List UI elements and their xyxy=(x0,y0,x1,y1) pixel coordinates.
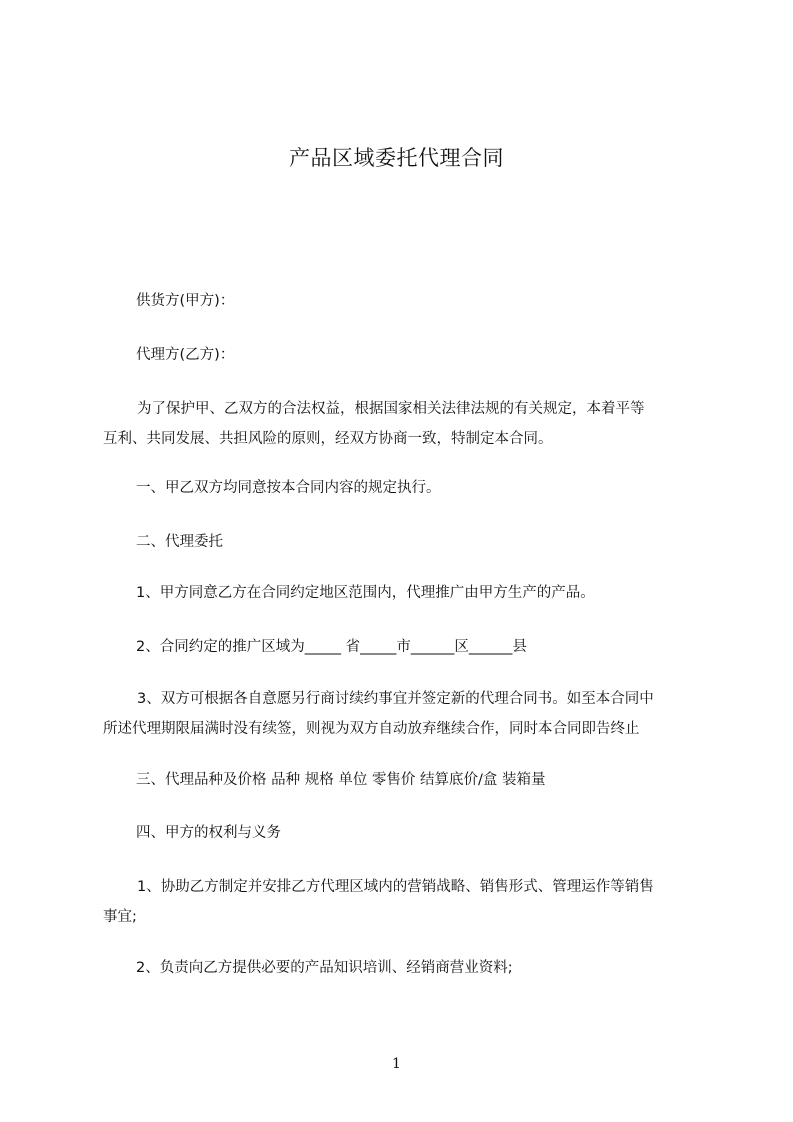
section-2-item-2: 2、合同约定的推广区域为_____ 省_____市______区______县 xyxy=(136,639,527,655)
section-2-heading: 二、代理委托 xyxy=(136,534,223,550)
section-4-item-2: 2、负责向乙方提供必要的产品知识培训、经销商营业资料; xyxy=(136,960,513,976)
section-2-item-3 xyxy=(103,684,715,744)
page-number: 1 xyxy=(392,1056,401,1072)
section-4-item-1-line-1: 1、协助乙方制定并安排乙方代理区域内的营销战略、销售形式、管理运作等销售 xyxy=(137,879,654,895)
preamble-paragraph xyxy=(103,394,715,454)
preamble-line-1: 为了保护甲、乙双方的合法权益，根据国家相关法律法规的有关规定，本着平等 xyxy=(137,401,645,417)
section-4-item-1 xyxy=(103,872,715,932)
section-3: 三、代理品种及价格 品种 规格 单位 零售价 结算底价/盒 装箱量 xyxy=(136,772,546,788)
section-4-heading: 四、甲方的权利与义务 xyxy=(136,825,281,841)
section-1: 一、甲乙双方均同意按本合同内容的规定执行。 xyxy=(136,480,441,496)
preamble-line-2: 互利、共同发展、共担风险的原则，经双方协商一致，特制定本合同。 xyxy=(103,431,553,447)
section-4-item-1-line-2: 事宜; xyxy=(103,909,137,925)
agent-label: 代理方(乙方)： xyxy=(136,347,235,363)
section-2-item-1: 1、甲方同意乙方在合同约定地区范围内，代理推广由甲方生产的产品。 xyxy=(136,585,595,601)
section-2-item-3-line-1: 3、双方可根据各自意愿另行商讨续约事宜并签定新的代理合同书。如至本合同中 xyxy=(137,691,654,707)
section-2-item-3-line-2: 所述代理期限届满时没有续签，则视为双方自动放弃继续合作，同时本合同即告终止 xyxy=(103,721,640,737)
supplier-label: 供货方(甲方)： xyxy=(136,293,235,309)
document-title: 产品区域委托代理合同 xyxy=(289,146,504,170)
